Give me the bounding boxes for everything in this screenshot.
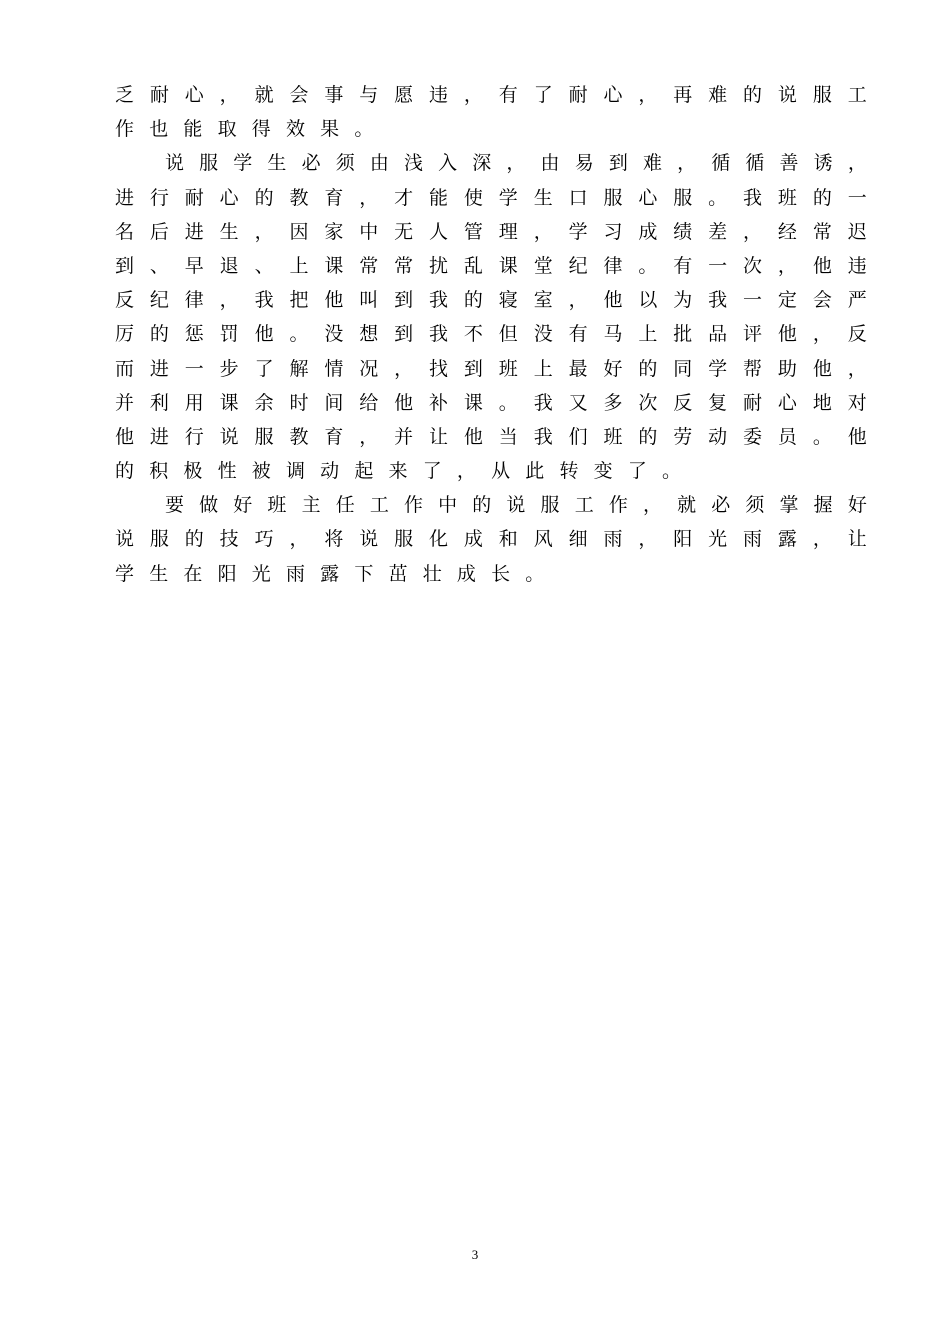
text-line: 他 进 行 说 服 教 育 ， 并 让 他 当 我 们 班 的 劳 动 委 员 。 他 — [115, 425, 867, 448]
text-line: 厉 的 惩 罚 他 。 没 想 到 我 不 但 没 有 马 上 批 品 评 他 ， 反 — [115, 323, 867, 346]
text-line: 说 服 的 技 巧 ， 将 说 服 化 成 和 风 细 雨 ， 阳 光 雨 露 ， 让 — [115, 528, 867, 551]
text-line: 学 生 在 阳 光 雨 露 下 茁 壮 成 长 。 — [115, 562, 545, 585]
text-line: 到 、 早 退 、 上 课 常 常 扰 乱 课 堂 纪 律 。 有 一 次 ， 他 违 — [115, 254, 867, 277]
text-line: 并 利 用 课 余 时 间 给 他 补 课 。 我 又 多 次 反 复 耐 心 地 对 — [115, 391, 867, 414]
text-line: 而 进 一 步 了 解 情 况 ， 找 到 班 上 最 好 的 同 学 帮 助 他 ， — [115, 357, 867, 380]
text-line: 作 也 能 取 得 效 果 。 — [115, 118, 374, 141]
text-line: 乏 耐 心 ， 就 会 事 与 愿 违 ， 有 了 耐 心 ， 再 难 的 说 服 工 — [115, 84, 867, 106]
text-line: 的 积 极 性 被 调 动 起 来 了 ， 从 此 转 变 了 。 — [115, 460, 682, 483]
text-line: 要 做 好 班 主 任 工 作 中 的 说 服 工 作 ， 就 必 须 掌 握 好 — [165, 494, 867, 517]
text-line: 反 纪 律 ， 我 把 他 叫 到 我 的 寝 室 ， 他 以 为 我 一 定 会 严 — [115, 289, 867, 312]
text-line: 说 服 学 生 必 须 由 浅 入 深 ， 由 易 到 难 ， 循 循 善 诱 ， — [165, 152, 867, 175]
text-line: 名 后 进 生 ， 因 家 中 无 人 管 理 ， 学 习 成 绩 差 ， 经 常 迟 — [115, 220, 867, 243]
text-line: 进 行 耐 心 的 教 育 ， 才 能 使 学 生 口 服 心 服 。 我 班 的 一 — [115, 186, 867, 209]
page-number: 3 — [471, 1247, 479, 1262]
document-body — [115, 78, 867, 591]
